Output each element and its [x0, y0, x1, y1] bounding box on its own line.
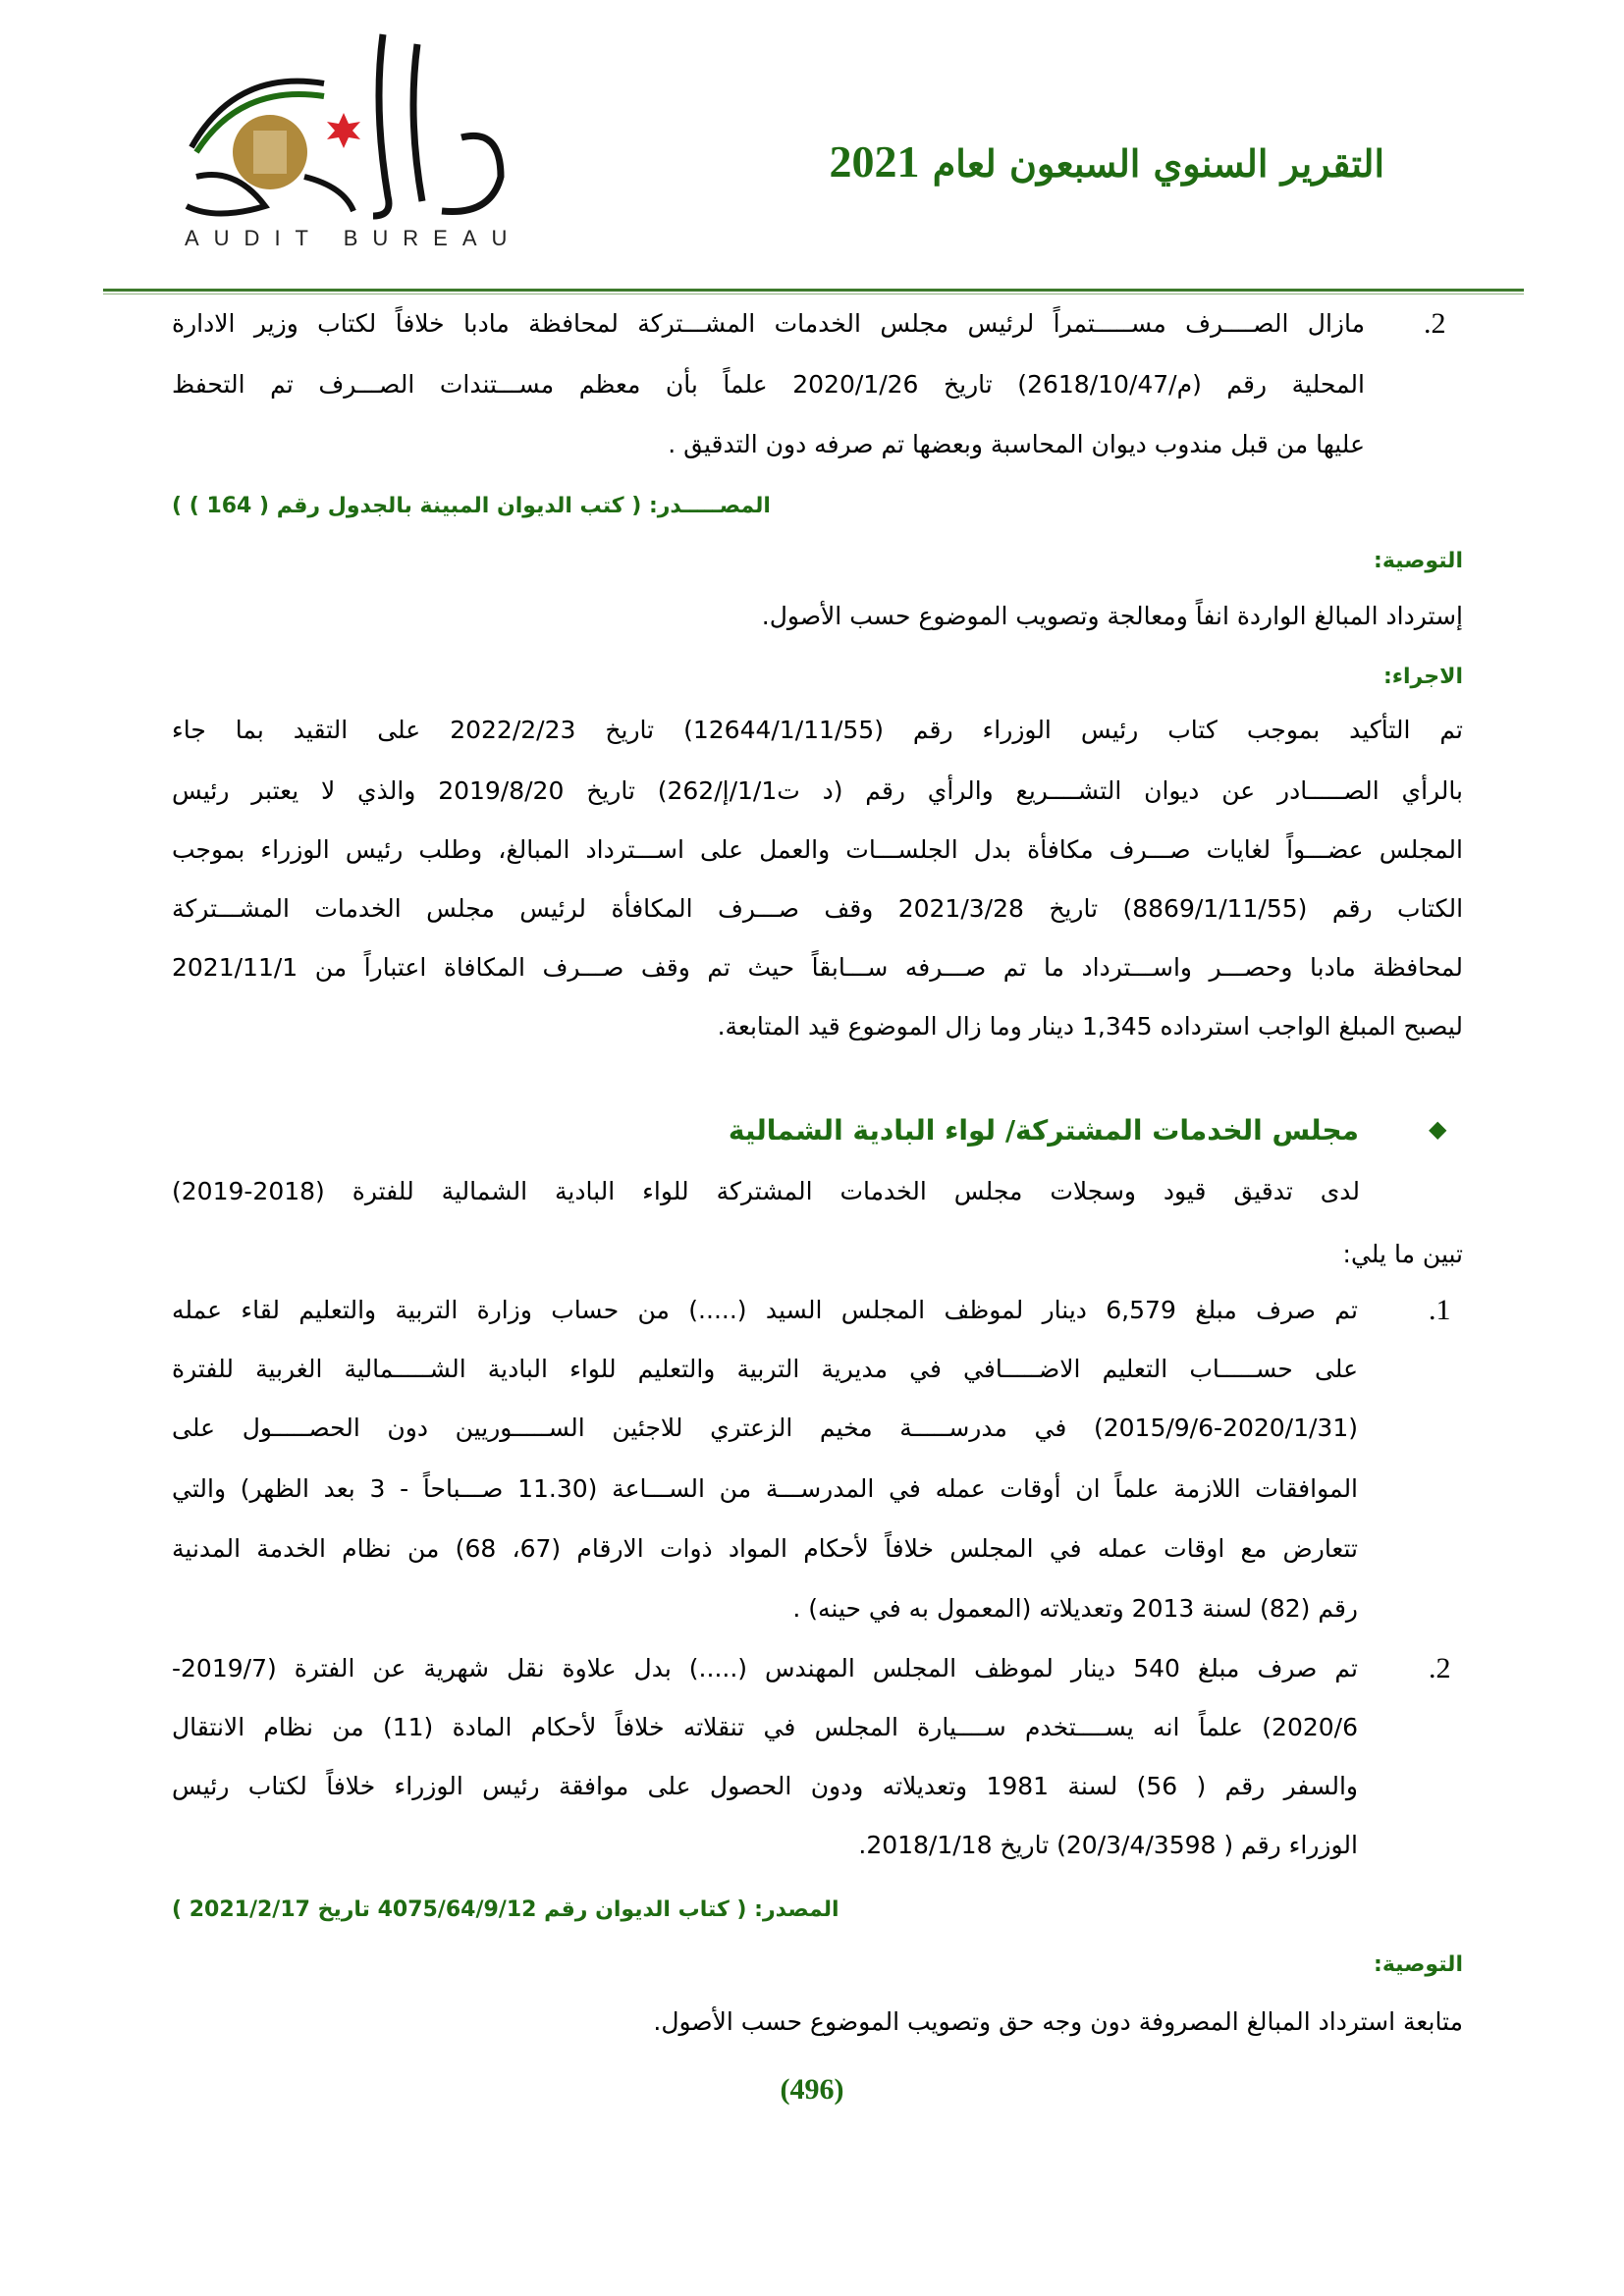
finding-line: تم صرف مبلغ 540 دينار لموظف المجلس المهندس (.....) بدل علاوة نقل شهرية عن الفترة (2019/7-: [172, 1654, 1358, 1682]
logo-english-text: AUDIT BUREAU: [185, 226, 522, 250]
page-number: (496): [780, 2073, 844, 2106]
report-title-text: التقرير السنوي السبعون لعام: [919, 141, 1384, 186]
item-number: .2: [1424, 307, 1446, 340]
finding-line: 2020/6) علماً انه يســــتخدم ســــيارة المجلس في تنقلاته خلافاً لأحكام المادة (11) من نظام الانتقال: [172, 1713, 1358, 1741]
recommendation-label: التوصية:: [1374, 1952, 1463, 1977]
paragraph-line: مازال الصــــرف مســـــتمراً لرئيس مجلس الخدمات المشـــتركة لمحافظة مادبا خلافاً لكتاب وزير الادارة: [172, 309, 1365, 338]
action-line: تم التأكيد بموجب كتاب رئيس الوزراء رقم (12644/1/11/55) تاريخ 2022/2/23 على التقيد بما جاء: [172, 716, 1464, 744]
header-divider: [103, 289, 1524, 292]
paragraph-line: المحلية رقم (م/2618/10/47) تاريخ 2020/1/26 علماً بأن معظم مســـتندات الصـــرف تم التحفظ: [172, 370, 1365, 399]
report-year: 2021: [829, 136, 920, 187]
findings-label: تبين ما يلي:: [1342, 1240, 1463, 1268]
finding-line: على حســـــاب التعليم الاضـــــافي في مديرية التربية والتعليم للواء البادية الشـــــمالية الغربية للفترة: [172, 1355, 1358, 1383]
finding-line: تم صرف مبلغ 6,579 دينار لموظف المجلس السيد (.....) من حساب وزارة التربية والتعليم لقاء عمله: [172, 1296, 1358, 1324]
recommendation-text: إسترداد المبالغ الواردة انفاً ومعالجة وتصويب الموضوع حسب الأصول.: [761, 602, 1463, 630]
action-line: لمحافظة مادبا وحصـــر واســـترداد ما تم صـــرفه ســـابقاً حيث تم وقف صـــرف المكافاة اعتباراً من 2021/11/1: [172, 953, 1463, 982]
finding-line: (2015/9/6-2020/1/31) في مدرســـــة مخيم الزعتري للاجئين الســـــوريين دون الحصـــــول على: [172, 1414, 1358, 1442]
audit-bureau-logo: [177, 29, 560, 265]
section-intro: لدى تدقيق قيود وسجلات مجلس الخدمات المشتركة للواء البادية الشمالية للفترة (2018-2019): [172, 1177, 1360, 1205]
finding-line: الموافقات اللازمة علماً ان أوقات عمله في المدرســـة من الســـاعة (11.30 صـــباحاً - 3 بعد الظهر) والتي: [172, 1474, 1359, 1503]
diamond-bullet-icon: ◆: [1429, 1115, 1447, 1143]
action-line: المجلس عضـــواً لغايات صـــرف مكافأة بدل الجلســـات والعمل على اســـترداد المبالغ، وطلب رئيس الوزراء بموجب: [172, 835, 1463, 864]
finding-line: تتعارض مع اوقات عمله في المجلس خلافاً لأحكام المواد ذوات الارقام (67، 68) من نظام الخدمة المدنية: [172, 1534, 1358, 1563]
report-title: [829, 135, 1384, 187]
paragraph-line: عليها من قبل مندوب ديوان المحاسبة وبعضها تم صرفه دون التدقيق .: [668, 430, 1365, 458]
action-line: بالرأي الصـــــادر عن ديوان التشــــريع والرأي رقم (د ت1/1/إ/262) تاريخ 2019/8/20 والذي لا يعتبر رئيس: [172, 776, 1463, 805]
action-line: الكتاب رقم (8869/1/11/55) تاريخ 2021/3/28 وقف صـــرف المكافأة لرئيس مجلس الخدمات المشـــتركة: [172, 894, 1464, 923]
red-star-icon: [327, 113, 360, 148]
logo-emblem: [177, 29, 560, 221]
recommendation-text: متابعة استرداد المبالغ المصروفة دون وجه حق وتصويب الموضوع حسب الأصول.: [653, 2007, 1463, 2036]
action-label: الاجراء:: [1382, 665, 1463, 689]
finding-line: الوزراء رقم ( 20/3/4/3598) تاريخ 2018/1/18.: [858, 1831, 1358, 1859]
finding-line: والسفر رقم ( 56) لسنة 1981 وتعديلاته ودون الحصول على موافقة رئيس الوزراء خلافاً لكتاب رئيس: [172, 1772, 1359, 1800]
section-heading: مجلس الخدمات المشتركة/ لواء البادية الشمالية: [728, 1114, 1359, 1147]
source-citation: المصـــــدر: ( كتب الديوان المبينة بالجدول رقم ( 164 ) ): [172, 494, 771, 518]
source-citation: المصدر: ( كتاب الديوان رقم 4075/64/9/12 تاريخ 2021/2/17 ): [172, 1897, 839, 1922]
item-number: .1: [1429, 1294, 1451, 1326]
finding-line: رقم (82) لسنة 2013 وتعديلاته (المعمول به في حينه) .: [792, 1594, 1358, 1623]
item-number: .2: [1429, 1652, 1451, 1684]
recommendation-label: التوصية:: [1374, 549, 1463, 573]
action-line: ليصبح المبلغ الواجب استرداده 1,345 دينار وما زال الموضوع قيد المتابعة.: [717, 1012, 1463, 1041]
